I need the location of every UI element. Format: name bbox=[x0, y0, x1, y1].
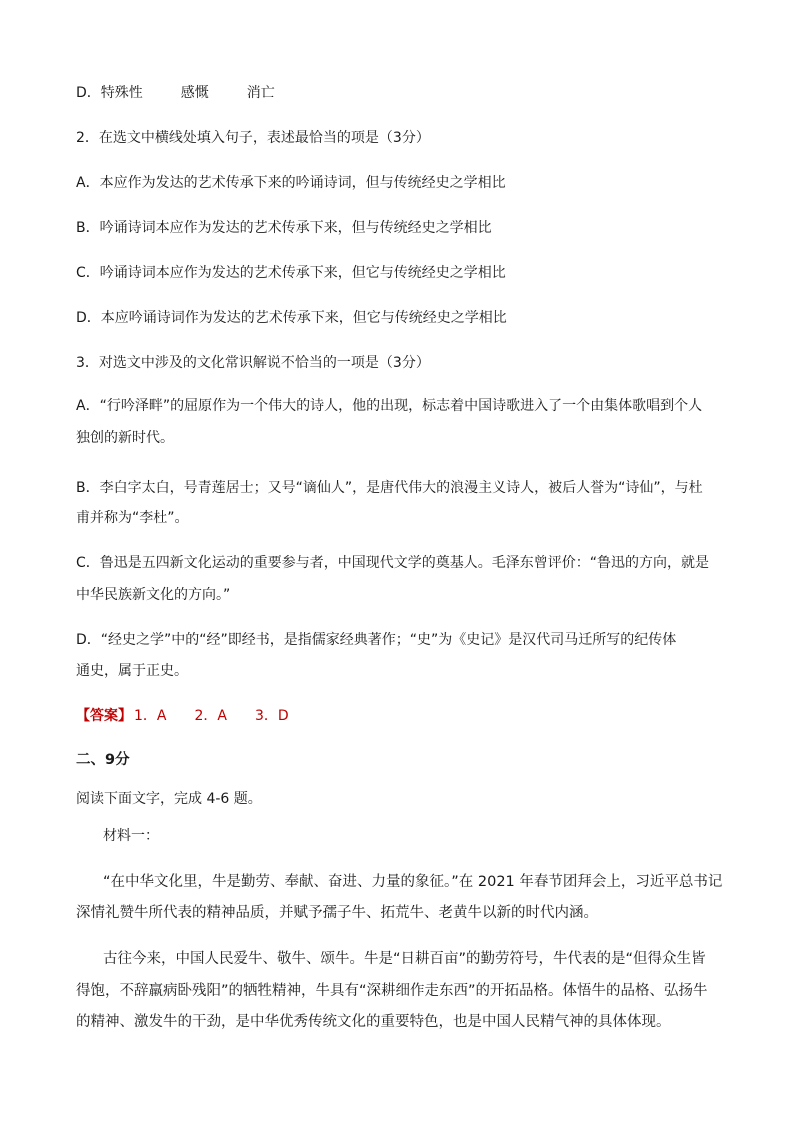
material-label: 材料一： bbox=[103, 828, 159, 844]
para1-line2: 深情礼赞牛所代表的精神品质，并赋予孺子牛、拓荒牛、老黄牛以新的时代内涵。 bbox=[76, 905, 598, 921]
q3-option-a-line2: 独创的新时代。 bbox=[76, 430, 174, 446]
answer-values: 1．A 2．A 3．D bbox=[134, 708, 289, 724]
answer-label: 【答案】 bbox=[76, 708, 132, 724]
q2-stem: 2．在选文中横线处填入句子，表述最恰当的项是（3分） bbox=[76, 130, 430, 146]
para2-line2: 得饱，不辞羸病卧残阳”的牺牲精神，牛具有“深耕细作走东西”的开拓品格。体悟牛的品格、弘扬牛 bbox=[76, 983, 708, 999]
answer-line bbox=[76, 706, 289, 726]
q2-option-d: D．本应吟诵诗词作为发达的艺术传承下来，但它与传统经史之学相比 bbox=[76, 310, 507, 326]
section2-instruction: 阅读下面文字，完成 4-6 题。 bbox=[76, 791, 262, 807]
q2-option-b: B．吟诵诗词本应作为发达的艺术传承下来，但与传统经史之学相比 bbox=[76, 220, 492, 236]
q3-option-b-line2: 甫并称为“李杜”。 bbox=[76, 510, 189, 526]
q2-option-a: A．本应作为发达的艺术传承下来的吟诵诗词，但与传统经史之学相比 bbox=[76, 175, 506, 191]
q3-option-b-line1: B．李白字太白，号青莲居士；又号“谪仙人”，是唐代伟大的浪漫主义诗人，被后人誉为“诗仙”，与杜 bbox=[76, 480, 703, 496]
section2-heading: 二、9分 bbox=[76, 752, 130, 768]
q2-option-c: C．吟诵诗词本应作为发达的艺术传承下来，但它与传统经史之学相比 bbox=[76, 265, 506, 281]
para2-line1: 古往今来，中国人民爱牛、敬牛、颂牛。牛是“日耕百亩”的勤劳符号，牛代表的是“但得众生皆 bbox=[103, 951, 706, 967]
q1-option-d-word2: 感慨 bbox=[180, 85, 209, 101]
para2-line3: 的精神、激发牛的干劲，是中华优秀传统文化的重要特色，也是中国人民精气神的具体体现。 bbox=[76, 1014, 671, 1030]
q1-option-d-label: D． bbox=[76, 85, 101, 101]
q3-option-d-line2: 通史，属于正史。 bbox=[76, 663, 188, 679]
q1-option-d bbox=[76, 83, 275, 103]
q3-option-c-line1: C．鲁迅是五四新文化运动的重要参与者，中国现代文学的奠基人。毛泽东曾评价：“鲁迅的方向，就是 bbox=[76, 555, 710, 571]
q3-option-d-line1: D．“经史之学”中的“经”即经书，是指儒家经典著作；“史”为《史记》是汉代司马迁所写的纪传体 bbox=[76, 632, 677, 648]
para1-line1: “在中华文化里，牛是勤劳、奉献、奋进、力量的象征。”在 2021 年春节团拜会上，习近平总书记 bbox=[103, 874, 723, 890]
q1-option-d-word1: 特殊性 bbox=[100, 85, 143, 101]
q3-option-c-line2: 中华民族新文化的方向。” bbox=[76, 587, 231, 603]
q1-option-d-word3: 消亡 bbox=[246, 85, 275, 101]
q3-option-a-line1: A．“行吟泽畔”的屈原作为一个伟大的诗人，他的出现，标志着中国诗歌进入了一个由集体歌唱到个人 bbox=[76, 398, 703, 414]
q3-stem: 3．对选文中涉及的文化常识解说不恰当的一项是（3分） bbox=[76, 355, 430, 371]
